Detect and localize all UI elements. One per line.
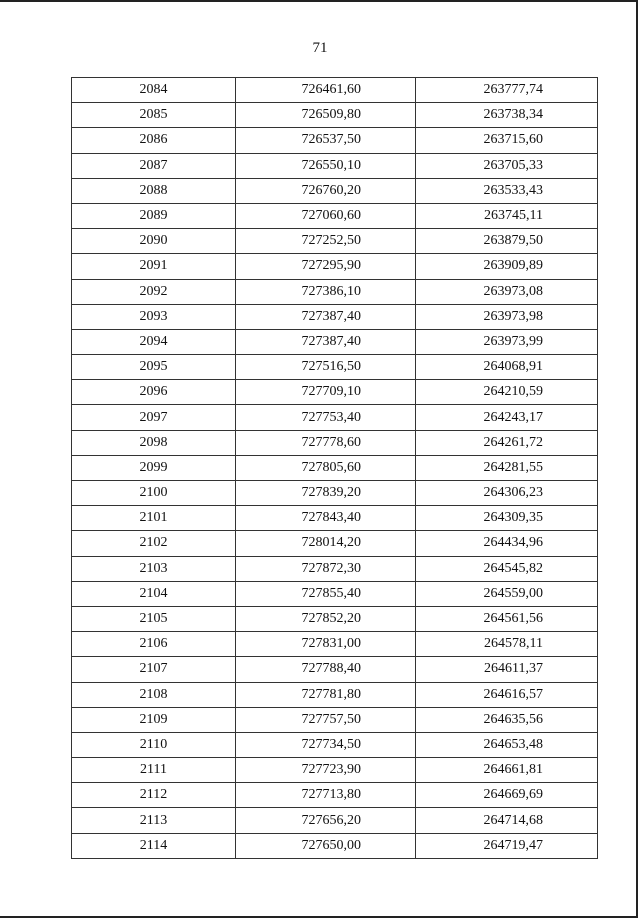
x-coordinate-cell: 727709,10 [236,380,416,405]
y-coordinate-cell: 264578,11 [416,632,598,657]
point-number-cell: 2084 [72,78,236,103]
y-coordinate-cell: 264243,17 [416,405,598,430]
table-row [72,78,598,103]
table-row [72,808,598,833]
point-number-cell: 2102 [72,531,236,556]
x-coordinate-cell: 726537,50 [236,128,416,153]
x-coordinate-cell: 727778,60 [236,430,416,455]
x-coordinate-cell: 727855,40 [236,581,416,606]
y-coordinate-cell: 263909,89 [416,254,598,279]
table-row [72,632,598,657]
point-number-cell: 2108 [72,682,236,707]
y-coordinate-cell: 264281,55 [416,455,598,480]
table-row [72,279,598,304]
point-number-cell: 2096 [72,380,236,405]
x-coordinate-cell: 727387,40 [236,329,416,354]
y-coordinate-cell: 263715,60 [416,128,598,153]
x-coordinate-cell: 727713,80 [236,783,416,808]
table-row [72,556,598,581]
y-coordinate-cell: 264661,81 [416,758,598,783]
coordinates-table [71,77,598,859]
point-number-cell: 2109 [72,707,236,732]
table-row [72,833,598,858]
x-coordinate-cell: 727252,50 [236,229,416,254]
x-coordinate-cell: 727386,10 [236,279,416,304]
table-row [72,103,598,128]
y-coordinate-cell: 264714,68 [416,808,598,833]
table-row [72,254,598,279]
table-row [72,707,598,732]
y-coordinate-cell: 263533,43 [416,178,598,203]
y-coordinate-cell: 264635,56 [416,707,598,732]
table-row [72,455,598,480]
y-coordinate-cell: 264669,69 [416,783,598,808]
y-coordinate-cell: 264616,57 [416,682,598,707]
x-coordinate-cell: 727788,40 [236,657,416,682]
table-row [72,682,598,707]
point-number-cell: 2099 [72,455,236,480]
table-row [72,329,598,354]
y-coordinate-cell: 264719,47 [416,833,598,858]
x-coordinate-cell: 727781,80 [236,682,416,707]
point-number-cell: 2091 [72,254,236,279]
y-coordinate-cell: 264306,23 [416,481,598,506]
x-coordinate-cell: 727656,20 [236,808,416,833]
x-coordinate-cell: 727852,20 [236,606,416,631]
y-coordinate-cell: 264068,91 [416,355,598,380]
point-number-cell: 2089 [72,203,236,228]
table-row [72,355,598,380]
point-number-cell: 2093 [72,304,236,329]
point-number-cell: 2097 [72,405,236,430]
x-coordinate-cell: 727872,30 [236,556,416,581]
x-coordinate-cell: 727831,00 [236,632,416,657]
y-coordinate-cell: 264559,00 [416,581,598,606]
x-coordinate-cell: 726550,10 [236,153,416,178]
point-number-cell: 2088 [72,178,236,203]
table-row [72,380,598,405]
y-coordinate-cell: 264545,82 [416,556,598,581]
point-number-cell: 2114 [72,833,236,858]
y-coordinate-cell: 263879,50 [416,229,598,254]
point-number-cell: 2100 [72,481,236,506]
x-coordinate-cell: 727516,50 [236,355,416,380]
x-coordinate-cell: 726461,60 [236,78,416,103]
y-coordinate-cell: 263738,34 [416,103,598,128]
x-coordinate-cell: 727387,40 [236,304,416,329]
x-coordinate-cell: 727723,90 [236,758,416,783]
table-row [72,481,598,506]
table-row [72,203,598,228]
point-number-cell: 2112 [72,783,236,808]
y-coordinate-cell: 263973,99 [416,329,598,354]
x-coordinate-cell: 727295,90 [236,254,416,279]
point-number-cell: 2110 [72,732,236,757]
y-coordinate-cell: 264261,72 [416,430,598,455]
x-coordinate-cell: 727753,40 [236,405,416,430]
point-number-cell: 2087 [72,153,236,178]
y-coordinate-cell: 263777,74 [416,78,598,103]
table-row [72,153,598,178]
x-coordinate-cell: 727839,20 [236,481,416,506]
point-number-cell: 2104 [72,581,236,606]
table-row [72,304,598,329]
x-coordinate-cell: 727843,40 [236,506,416,531]
table-row [72,758,598,783]
x-coordinate-cell: 726760,20 [236,178,416,203]
table-row [72,783,598,808]
table-row [72,732,598,757]
point-number-cell: 2085 [72,103,236,128]
point-number-cell: 2092 [72,279,236,304]
point-number-cell: 2106 [72,632,236,657]
y-coordinate-cell: 263973,98 [416,304,598,329]
point-number-cell: 2090 [72,229,236,254]
point-number-cell: 2101 [72,506,236,531]
point-number-cell: 2086 [72,128,236,153]
point-number-cell: 2098 [72,430,236,455]
table-row [72,430,598,455]
point-number-cell: 2111 [72,758,236,783]
x-coordinate-cell: 727734,50 [236,732,416,757]
x-coordinate-cell: 726509,80 [236,103,416,128]
point-number-cell: 2095 [72,355,236,380]
point-number-cell: 2094 [72,329,236,354]
table-row [72,657,598,682]
x-coordinate-cell: 728014,20 [236,531,416,556]
y-coordinate-cell: 264309,35 [416,506,598,531]
table-row [72,581,598,606]
y-coordinate-cell: 264611,37 [416,657,598,682]
table-row [72,229,598,254]
x-coordinate-cell: 727650,00 [236,833,416,858]
x-coordinate-cell: 727805,60 [236,455,416,480]
y-coordinate-cell: 264434,96 [416,531,598,556]
coordinates-table-body [72,78,598,859]
table-row [72,606,598,631]
table-row [72,531,598,556]
table-row [72,506,598,531]
page-number: 71 [312,40,328,56]
table-row [72,178,598,203]
x-coordinate-cell: 727060,60 [236,203,416,228]
point-number-cell: 2113 [72,808,236,833]
point-number-cell: 2107 [72,657,236,682]
x-coordinate-cell: 727757,50 [236,707,416,732]
point-number-cell: 2105 [72,606,236,631]
y-coordinate-cell: 264210,59 [416,380,598,405]
point-number-cell: 2103 [72,556,236,581]
y-coordinate-cell: 264561,56 [416,606,598,631]
y-coordinate-cell: 263973,08 [416,279,598,304]
y-coordinate-cell: 263705,33 [416,153,598,178]
y-coordinate-cell: 263745,11 [416,203,598,228]
y-coordinate-cell: 264653,48 [416,732,598,757]
table-row [72,405,598,430]
table-row [72,128,598,153]
